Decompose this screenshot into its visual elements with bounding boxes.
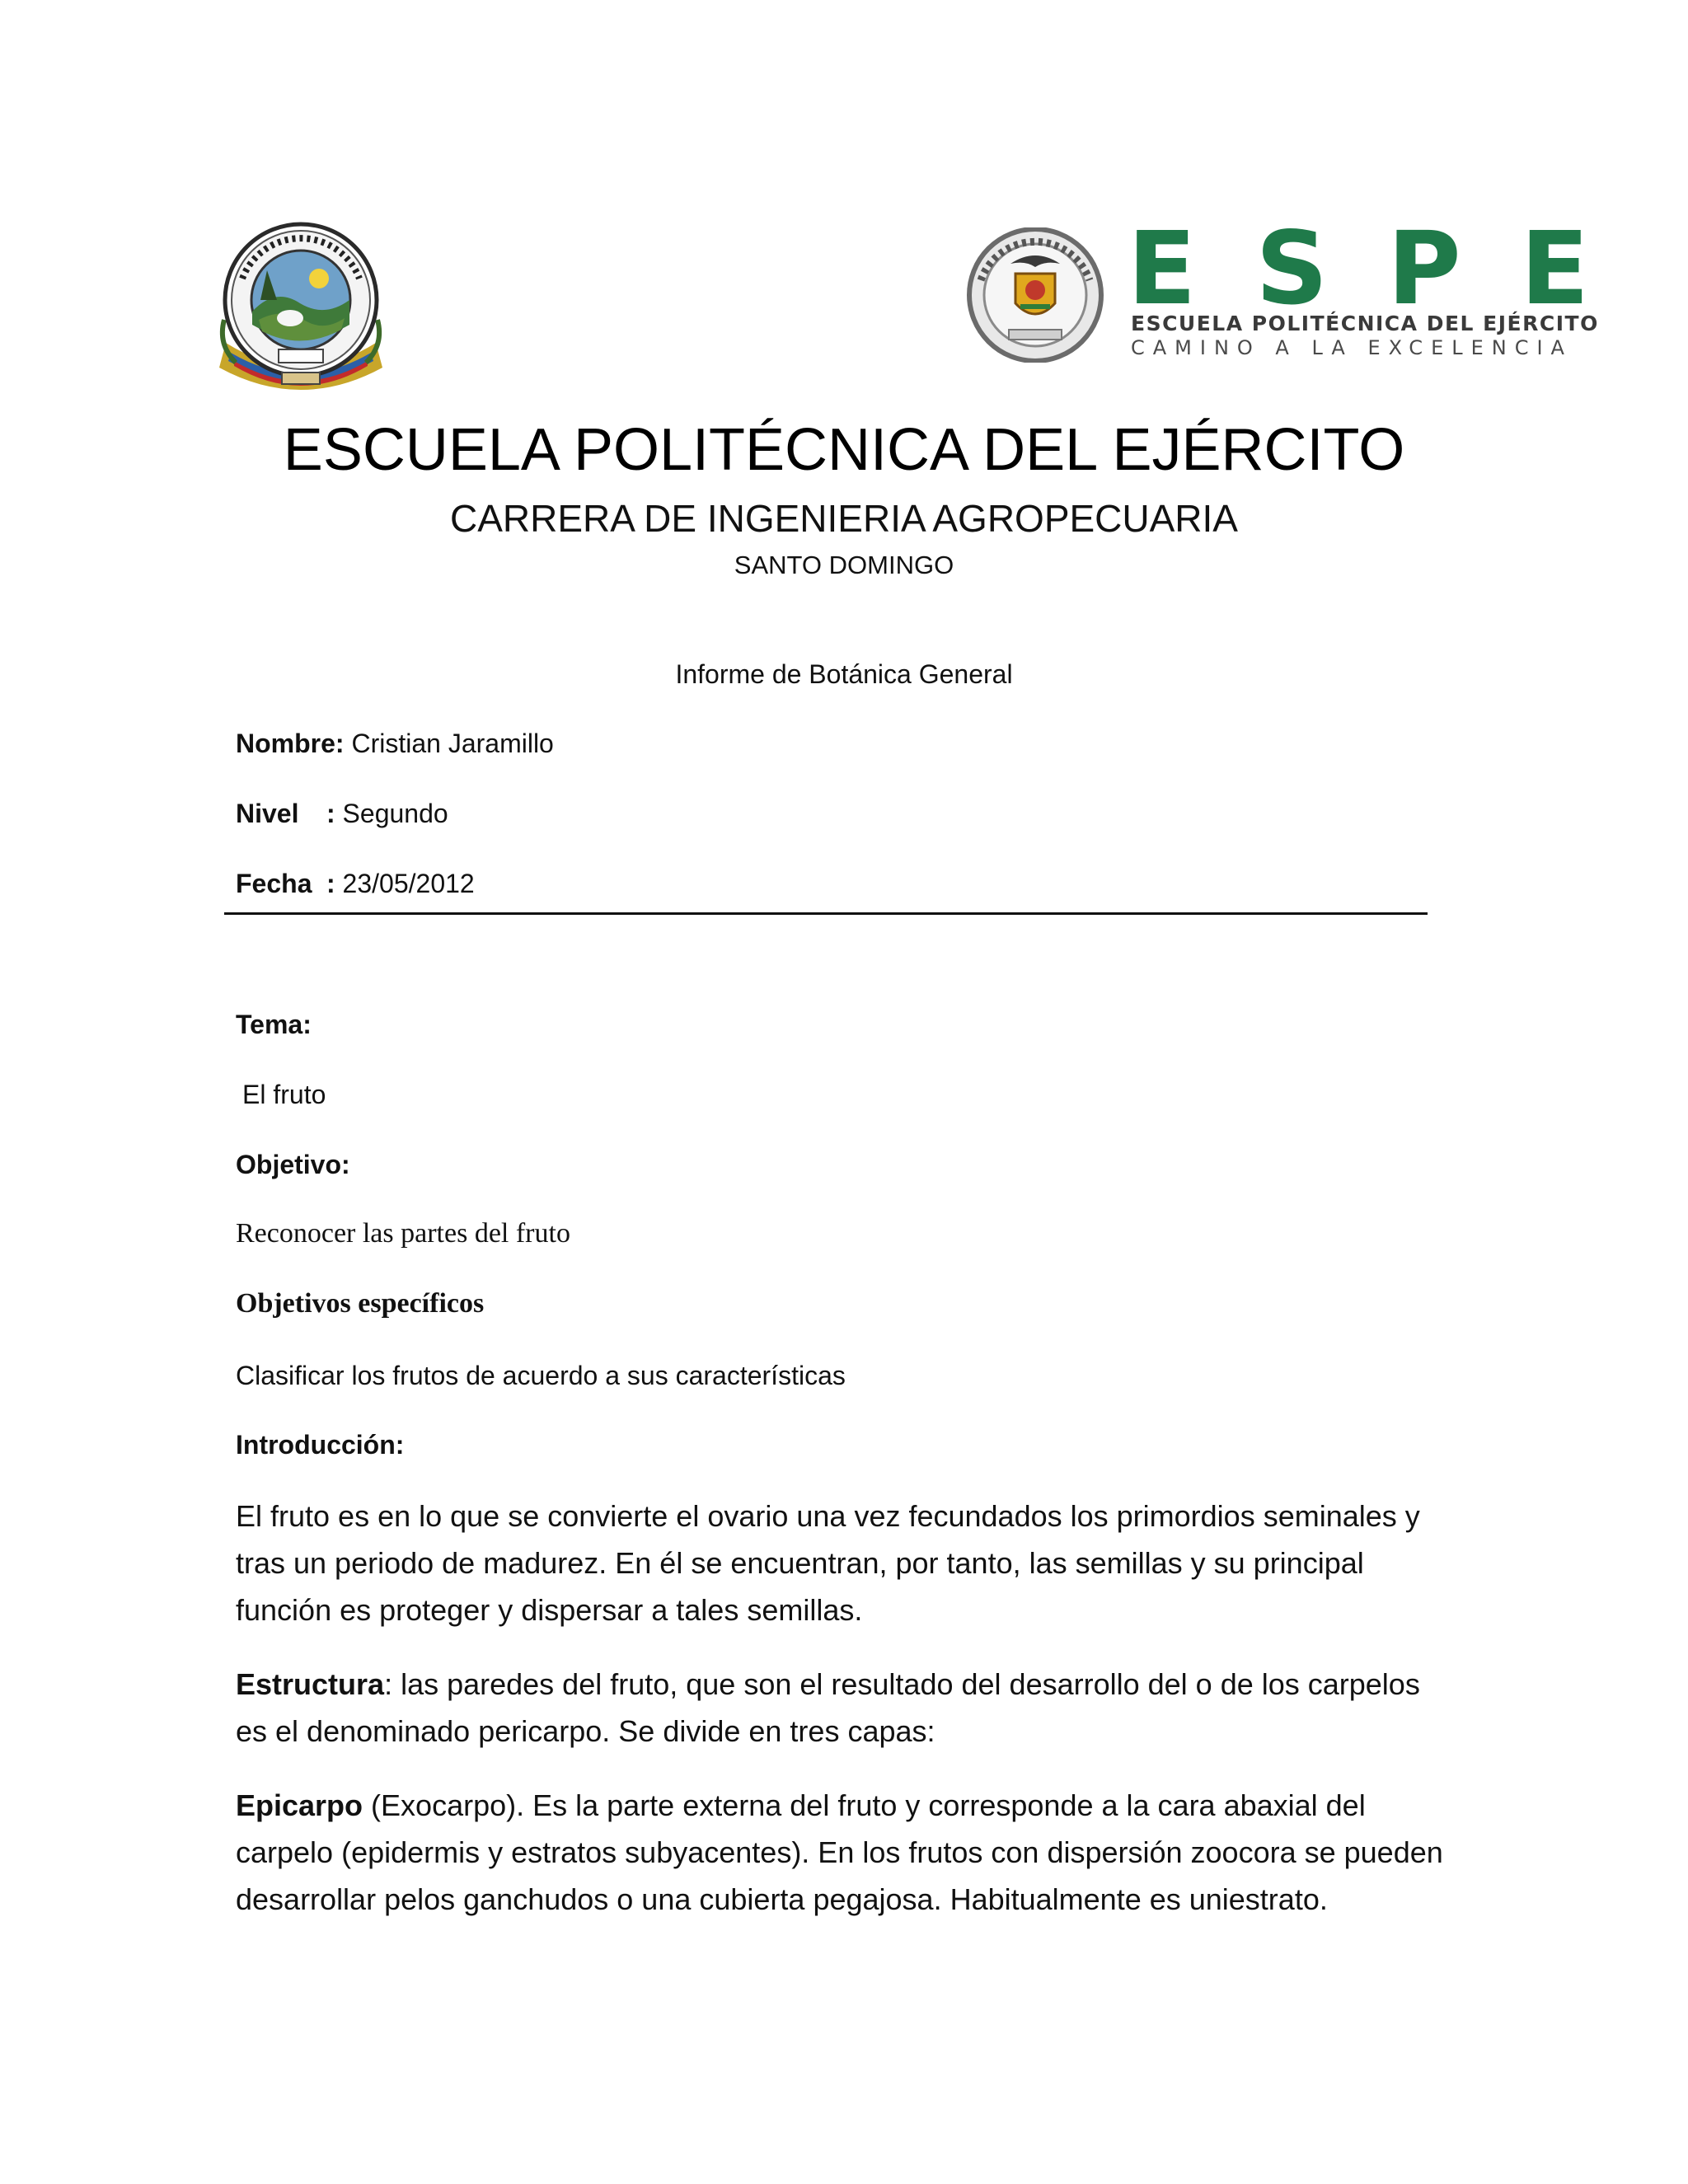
- epicarpo-text: (Exocarpo). Es la parte externa del fruto y corresponde a la cara abaxial del carpelo (epidermis y estratos subyacentes). En los frutos con dispersión zoocora se pueden desarrollar pelos ganchudos o una cubierta pegajosa. Habitualmente es uniestrato.: [236, 1788, 1443, 1916]
- espe-motto-line: CAMINO A LA EXCELENCIA: [1131, 336, 1573, 359]
- estructura-label: Estructura: [236, 1667, 385, 1701]
- objetivo-label: Objetivo:: [236, 1150, 350, 1179]
- epicarpo-label: Epicarpo: [236, 1788, 363, 1822]
- campus-location: SANTO DOMINGO: [734, 551, 954, 579]
- info-nombre: [236, 725, 554, 762]
- espe-logo: [963, 210, 1599, 371]
- objetivos-especificos-value: Clasificar los frutos de acuerdo a sus características: [236, 1361, 846, 1390]
- nombre-value: Cristian Jaramillo: [344, 729, 554, 758]
- objetivo-value: Reconocer las partes del fruto: [236, 1218, 570, 1249]
- fecha-label: Fecha: [236, 869, 312, 898]
- report-title: Informe de Botánica General: [675, 659, 1013, 689]
- objetivos-especificos-label: Objetivos específicos: [236, 1288, 485, 1319]
- nombre-label: Nombre:: [236, 729, 345, 758]
- fecha-separator: :: [326, 869, 343, 898]
- faculty-seal-icon: [209, 221, 392, 394]
- espe-letter-e1: E: [1128, 210, 1197, 327]
- estructura-paragraph: [236, 1661, 1456, 1755]
- espe-letter-s: S: [1255, 210, 1329, 327]
- info-fecha: [236, 865, 475, 902]
- info-nivel: [236, 795, 448, 832]
- espe-letter-p: P: [1387, 210, 1461, 327]
- estructura-text: : las paredes del fruto, que son el resultado del desarrollo del o de los carpelos es el denominado pericarpo. Se divide en tres capas:: [236, 1667, 1420, 1748]
- faculty-seal-logo: [209, 221, 392, 394]
- introduccion-paragraph: El fruto es en lo que se convierte el ovario una vez fecundados los primordios seminales y tras un periodo de madurez. En él se encuentran, por tanto, las semillas y su principal función es proteger y dispersar a tales semillas.: [236, 1499, 1420, 1627]
- institution-title: ESCUELA POLITÉCNICA DEL EJÉRCITO: [283, 417, 1405, 483]
- nivel-separator: :: [326, 799, 343, 828]
- introduccion-label: Introducción:: [236, 1430, 405, 1460]
- espe-letter-e2: E: [1520, 210, 1589, 327]
- tema-label: Tema:: [236, 1010, 312, 1039]
- tema-value: El fruto: [242, 1080, 326, 1109]
- espe-name-line: ESCUELA POLITÉCNICA DEL EJÉRCITO: [1131, 312, 1599, 335]
- espe-seal-icon: [963, 227, 1111, 363]
- nivel-value: Segundo: [342, 799, 448, 828]
- header-divider: [224, 912, 1428, 915]
- nivel-label: Nivel: [236, 799, 299, 828]
- epicarpo-paragraph: [236, 1782, 1456, 1923]
- career-subtitle: CARRERA DE INGENIERIA AGROPECUARIA: [449, 497, 1238, 540]
- fecha-value: 23/05/2012: [342, 869, 475, 898]
